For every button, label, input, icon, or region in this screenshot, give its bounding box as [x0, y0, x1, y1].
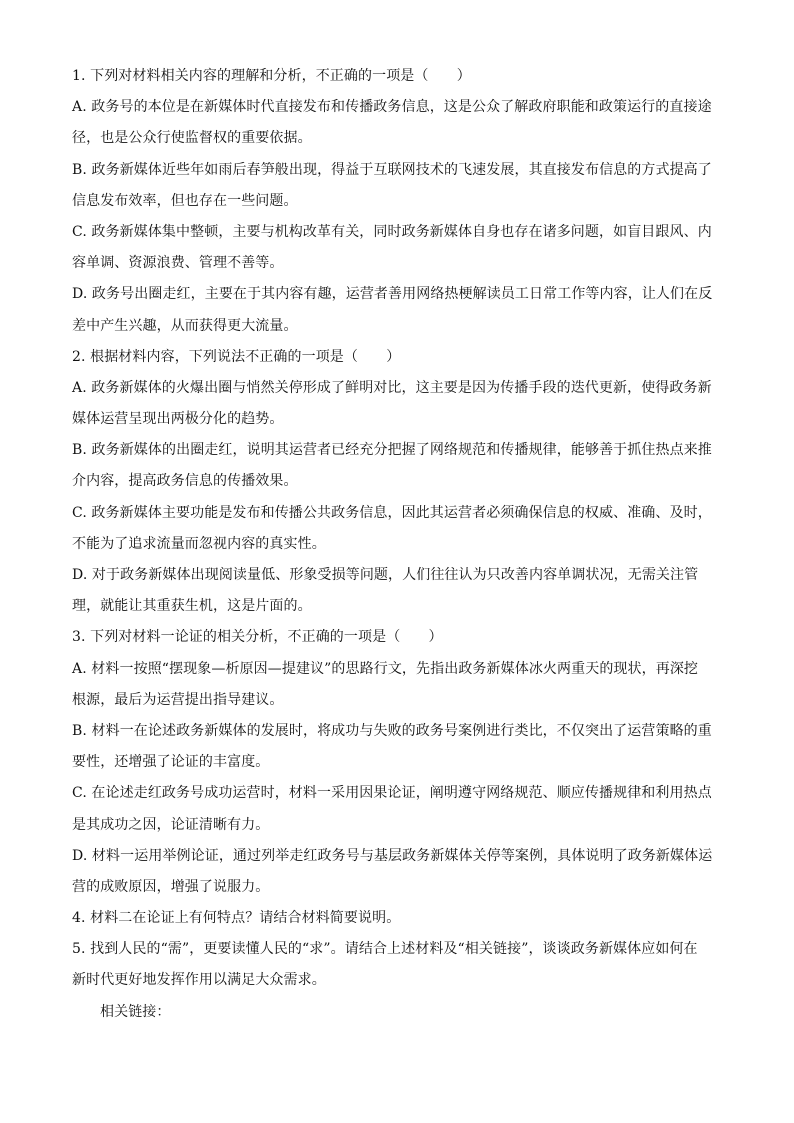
question-2-option-d: [72, 560, 724, 622]
question-3-option-a: [72, 654, 724, 716]
related-link-label: 相关链接：: [100, 1003, 171, 1020]
text-line: 5. 找到人民的“需”，更要读懂人民的“求”。请结合上述材料及“相关链接”，谈谈政务新媒体应如何在: [72, 941, 698, 958]
text-line: 容单调、资源浪费、管理不善等。: [72, 255, 284, 272]
text-line: 根源，最后为运营提出指导建议。: [72, 691, 284, 708]
text-line: A. 政务新媒体的火爆出圈与悄然关停形成了鲜明对比，这主要是因为传播手段的迭代更新，使得政务新: [72, 379, 712, 396]
question-1-option-b: [72, 155, 724, 217]
text-line: C. 在论述走红政务号成功运营时，材料一采用因果论证，阐明遵守网络规范、顺应传播规律和利用热点: [72, 785, 712, 802]
text-line: 不能为了追求流量而忽视内容的真实性。: [72, 535, 326, 552]
question-1-option-d: [72, 279, 724, 341]
question-2-option-c: [72, 498, 724, 560]
document-page: [72, 61, 724, 1028]
question-1-option-c: [72, 217, 724, 279]
text-line: A. 政务号的本位是在新媒体时代直接发布和传播政务信息，这是公众了解政府职能和政策运行的直接途: [72, 99, 712, 116]
question-2-stem: [72, 342, 724, 373]
text-line: D. 对于政务新媒体出现阅读量低、形象受损等问题，人们往往认为只改善内容单调状况，无需关注管: [72, 567, 699, 583]
text-line: 差中产生兴趣，从而获得更大流量。: [72, 317, 298, 334]
text-line: 营的成败原因，增强了说服力。: [72, 878, 270, 895]
question-1-option-a: [72, 92, 724, 154]
question-3-stem: [72, 622, 724, 653]
question-2-option-b: [72, 435, 724, 497]
question-1-stem: [72, 61, 724, 92]
text-line: 是其成功之因，论证清晰有力。: [72, 816, 270, 833]
text-line: C. 政务新媒体集中整顿，主要与机构改革有关，同时政务新媒体自身也存在诸多问题，如盲目跟风、内: [72, 223, 712, 240]
text-line: 3. 下列对材料一论证的相关分析，不正确的一项是（ ）: [72, 629, 443, 646]
text-line: 媒体运营呈现出两极分化的趋势。: [72, 411, 284, 428]
text-line: B. 政务新媒体近些年如雨后春笋般出现，得益于互联网技术的飞速发展，其直接发布信息的方式提高了: [72, 161, 712, 178]
text-line: 信息发布效率，但也存在一些问题。: [72, 192, 298, 209]
text-line: 介内容，提高政务信息的传播效果。: [72, 473, 298, 490]
text-line: B. 材料一在论述政务新媒体的发展时，将成功与失败的政务号案例进行类比，不仅突出了运营策略的重: [72, 722, 712, 739]
text-line: D. 政务号出圈走红，主要在于其内容有趣，运营者善用网络热梗解读员工日常工作等内容，让人们在反: [72, 286, 713, 303]
question-3-option-b: [72, 716, 724, 778]
text-line: 2. 根据材料内容，下列说法不正确的一项是（ ）: [72, 348, 401, 365]
question-5: [72, 934, 724, 996]
text-line: D. 材料一运用举例论证，通过列举走红政务号与基层政务新媒体关停等案例，具体说明了政务新媒体运: [72, 847, 713, 864]
question-2-option-a: [72, 373, 724, 435]
related-link-section: [72, 997, 724, 1028]
question-3-option-c: [72, 778, 724, 840]
text-line: 径，也是公众行使监督权的重要依据。: [72, 130, 312, 147]
text-line: 4. 材料二在论证上有何特点？请结合材料简要说明。: [72, 910, 401, 927]
text-line: 理，就能让其重获生机，这是片面的。: [72, 598, 312, 615]
text-line: C. 政务新媒体主要功能是发布和传播公共政务信息，因此其运营者必须确保信息的权威、准确、及时，: [72, 504, 712, 521]
text-line: A. 材料一按照“摆现象—析原因—提建议”的思路行文，先指出政务新媒体冰火两重天的现状，再深挖: [72, 660, 699, 677]
text-line: 1. 下列对材料相关内容的理解和分析，不正确的一项是（ ）: [72, 68, 471, 84]
text-line: B. 政务新媒体的出圈走红，说明其运营者已经充分把握了网络规范和传播规律，能够善于抓住热点来推: [72, 442, 712, 459]
text-line: 要性，还增强了论证的丰富度。: [72, 754, 270, 771]
text-line: 新时代更好地发挥作用以满足大众需求。: [72, 972, 326, 989]
question-4: [72, 903, 724, 934]
question-3-option-d: [72, 841, 724, 903]
